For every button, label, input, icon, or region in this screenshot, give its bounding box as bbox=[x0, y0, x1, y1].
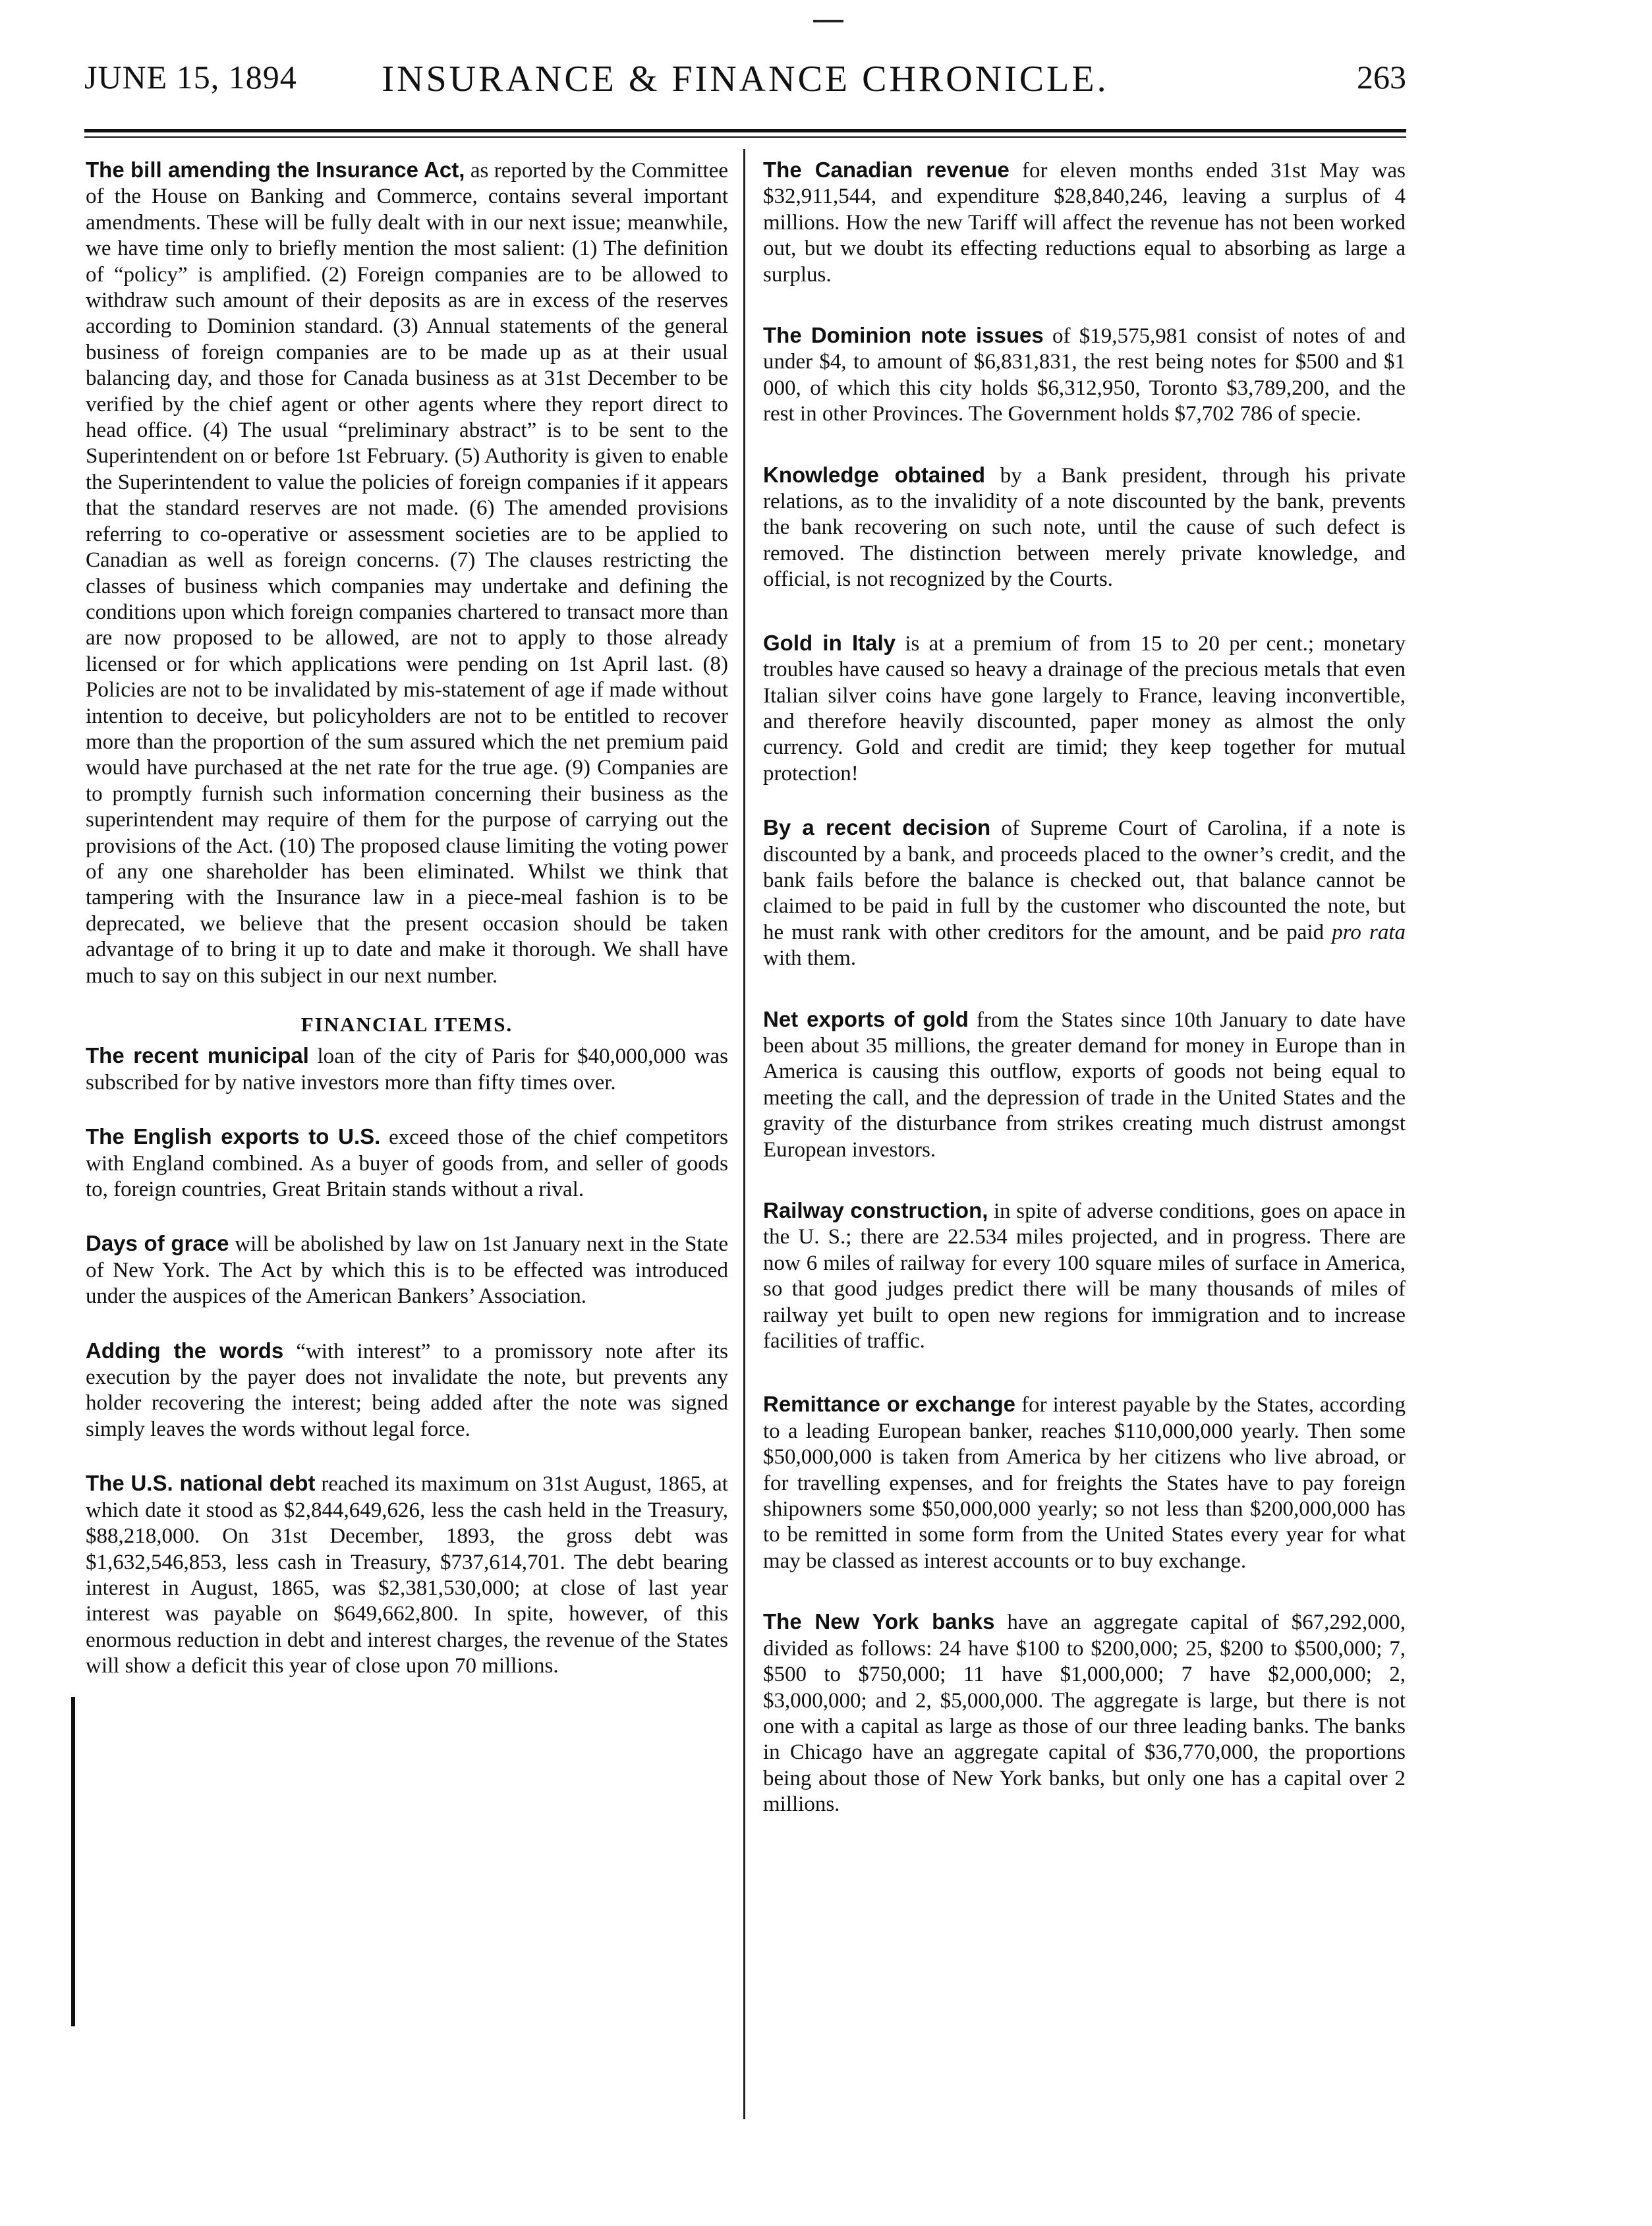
item-canadian-revenue bbox=[763, 157, 1406, 288]
paragraph-lead: The Canadian revenue bbox=[763, 157, 1010, 182]
header-rule bbox=[84, 129, 1406, 132]
paragraph-body: “with interest” to a promissory note after its execution by the payer does not invalidate the note, but prevents any holder recovering the interest; being added after the note was signed simply leaves the words without legal force. bbox=[86, 1339, 728, 1441]
paragraph-body: for eleven months ended 31st May was $32,911,544, and expenditure $28,840,246, leaving a surplus of 4 millions. How the new Tariff will affect the revenue has not been worked out, but we doubt its effecting reductions equal to absorbing as large a surplus. bbox=[763, 159, 1406, 287]
paragraph-body-end: with them. bbox=[763, 946, 857, 971]
right-column bbox=[763, 157, 1406, 1818]
item-days-of-grace bbox=[86, 1230, 728, 1309]
paragraph-body: as reported by the Committee of the House on Banking and Commerce, contains several important amendments. These will be fully dealt with in our next issue; meanwhile, we have time only to briefly mention the most salient: (1) The definition of “policy” is amplified. (2) Foreign companies are to be allowed to withdraw such amount of their deposits as are in excess of the reserves according to Dominion standard. (3) Annual statements of the general business of foreign companies are to be made up as at their usual balancing day, and those for Canada business as at 31st December to be verified by the chief agent or other agents where they report direct to head office. (4) The usual “preliminary abstract” is to be sent to the Superintendent on or before 1st February. (5) Authority is given to enable the Superintendent to value the policies of foreign companies if it appears that the standard reserves are not made. (6) The amended provisions referring to co-operative or assessment societies are to be applied to Canadian as well as foreign concerns. (7) The clauses restricting the classes of business which companies may undertake and defining the conditions upon which foreign companies chartered to transact more than are now proposed to be allowed, are not to apply to those already licensed or for which applications were pending on 1st April last. (8) Policies are not to be invalidated by mis-statement of age if made without intention to deceive, but policyholders are not to be entitled to recover more than the proportion of the sum assured which the net premium paid would have purchased at the net rate for the true age. (9) Companies are to promptly furnish such information concerning their business as the superintendent may require of them for the purpose of carrying out the provisions of the Act. (10) The proposed clause limiting the voting power of any one shareholder has been eliminated. Whilst we think that tampering with the Insurance law in a piece-meal fashion is to be deprecated, we believe that the present occasion should be taken advantage of to bring it up to date and make it thorough. We shall have much to say on this subject in our next number. bbox=[86, 159, 728, 988]
paragraph-lead: By a recent decision bbox=[763, 815, 991, 840]
paragraph-body: in spite of adverse conditions, goes on apace in the U. S.; there are 22.534 miles projected, and in progress. There are now 6 miles of railway for every 100 square miles of surface in America, so that good judges predict there will be many thousands of miles of railway yet built to open new regions for immigration and to increase facilities of traffic. bbox=[763, 1199, 1406, 1354]
page-number: 263 bbox=[1357, 59, 1406, 96]
left-column bbox=[86, 157, 728, 1680]
issue-date: JUNE 15, 1894 bbox=[84, 59, 297, 96]
paragraph-body: of $19,575,981 consist of notes of and under $4, to amount of $6,831,831, the rest being notes for $500 and $1 000, of which this city holds $6,312,950, Toronto $3,789,200, and the rest in other Provinces. The Government holds $7,702 786 of specie. bbox=[763, 324, 1406, 426]
item-gold-italy bbox=[763, 630, 1406, 787]
item-new-york-banks bbox=[763, 1609, 1406, 1817]
item-railway-construction bbox=[763, 1197, 1406, 1354]
section-heading: FINANCIAL ITEMS. bbox=[300, 1013, 513, 1036]
paragraph-lead: The English exports to U.S. bbox=[86, 1124, 381, 1149]
paragraph-body: from the States since 10th January to date have been about 35 millions, the greater demand for money in Europe than in America is causing this outflow, exports of goods not being equal to meeting the call, and the depression of trade in the United States and the gravity of the disturbance from strikes creating much distrust amongst European investors. bbox=[763, 1008, 1406, 1162]
paragraph-lead: Net exports of gold bbox=[763, 1006, 969, 1031]
paragraph-body: of Supreme Court of Carolina, if a note is discounted by a bank, and proceeds placed to the owner’s credit, and the bank fails before the balance is checked out, that balance cannot be claimed to be paid in full by the customer who discounted the note, but he must rank with other creditors for the amount, and be paid bbox=[763, 816, 1406, 944]
italic-phrase: pro rata bbox=[1332, 920, 1406, 944]
paragraph-lead: Gold in Italy bbox=[763, 630, 896, 655]
paragraph-body: by a Bank president, through his private relations, as to the invalidity of a note discounted by the bank, prevents the bank recovering on such note, until the cause of such defect is removed. The distinction between merely private knowledge, and official, is not recognized by the Courts. bbox=[763, 463, 1406, 592]
paragraph-lead: The Dominion note issues bbox=[763, 323, 1044, 348]
item-knowledge-obtained bbox=[763, 462, 1406, 593]
item-remittance bbox=[763, 1391, 1406, 1574]
paragraph-body: exceed those of the chief competitors with England combined. As a buyer of goods from, and seller of goods to, foreign countries, Great Britain stands without a rival. bbox=[86, 1126, 728, 1202]
paragraph-body: will be abolished by law on 1st January next in the State of New York. The Act by which this is to be effected was introduced under the auspices of the American Bankers’ Association. bbox=[86, 1232, 729, 1309]
paragraph-lead: The U.S. national debt bbox=[86, 1471, 316, 1496]
paragraph-body: loan of the city of Paris for $40,000,000 was subscribed for by native investors more than fifty times over. bbox=[86, 1044, 728, 1095]
paragraph-lead: The bill amending the Insurance Act, bbox=[86, 157, 465, 182]
margin-bar bbox=[71, 1697, 75, 2026]
item-english-exports bbox=[86, 1124, 728, 1203]
paragraph-body: reached its maximum on 31st August, 1865, at which date it stood as $2,844,649,626, less the cash held in the Treasury, $88,218,000. On 31st December, 1893, the gross debt was $1,632,546,853, less cash in Treasury, $737,614,701. The debt bearing interest in August, 1865, was $2,381,530,000; at close of last year interest was payable on $649,662,800. In spite, however, of this enormous reduction in debt and interest charges, the revenue of the States will show a deficit this year of close upon 70 millions. bbox=[86, 1472, 728, 1678]
paragraph-lead: The New York banks bbox=[763, 1609, 995, 1634]
header-rule-thin bbox=[84, 136, 1406, 138]
column-divider bbox=[743, 149, 745, 2119]
item-carolina-decision bbox=[763, 814, 1406, 971]
publication-title: INSURANCE & FINANCE CHRONICLE. bbox=[382, 59, 1109, 100]
item-dominion-notes bbox=[763, 322, 1406, 428]
paragraph-body: have an aggregate capital of $67,292,000, divided as follows: 24 have $100 to $200,000; 25, $200 to $500,000; 7, $500 to $750,000; 11 have $1,000,000; 7 have $2,000,000; 2, $3,000,000; and 2, $5,000,000. The aggregate is large, but there is not one with a capital as large as those of our three leading banks. The banks in Chicago have an aggregate capital of $36,770,000, the proportions being about those of New York banks, but only one has a capital over 2 millions. bbox=[763, 1611, 1406, 1817]
item-gold-exports bbox=[763, 1006, 1406, 1163]
paragraph-lead: Adding the words bbox=[86, 1338, 284, 1363]
item-with-interest bbox=[86, 1338, 728, 1443]
paragraph-lead: The recent municipal bbox=[86, 1043, 309, 1068]
paragraph-body: for interest payable by the States, according to a leading European banker, reaches $110,000,000 yearly. Then some $50,000,000 is taken from America by her citizens who live abroad, or for travelling expenses, and for freights the States have to pay foreign shipowners some $50,000,000 yearly; so not less than $200,000,000 has to be remitted in some form from the United States every year for what may be classed as interest accounts or to buy exchange. bbox=[763, 1393, 1406, 1573]
paragraph-lead: Days of grace bbox=[86, 1231, 229, 1256]
article-insurance-act bbox=[86, 157, 728, 989]
page-header bbox=[84, 61, 1406, 120]
top-ornament-mark bbox=[813, 20, 843, 22]
paragraph-lead: Railway construction, bbox=[763, 1198, 988, 1222]
paragraph-body: is at a premium of from 15 to 20 per cent.; monetary troubles have caused so heavy a drainage of the precious metals that even Italian silver coins have gone largely to France, leaving inconvertible, and therefore heavily discounted, paper money as almost the only currency. Gold and credit are timid; they keep together for mutual protection! bbox=[763, 631, 1406, 785]
paragraph-lead: Remittance or exchange bbox=[763, 1392, 1016, 1417]
paragraph-lead: Knowledge obtained bbox=[763, 462, 986, 487]
item-paris-loan bbox=[86, 1042, 728, 1096]
item-national-debt bbox=[86, 1470, 728, 1679]
